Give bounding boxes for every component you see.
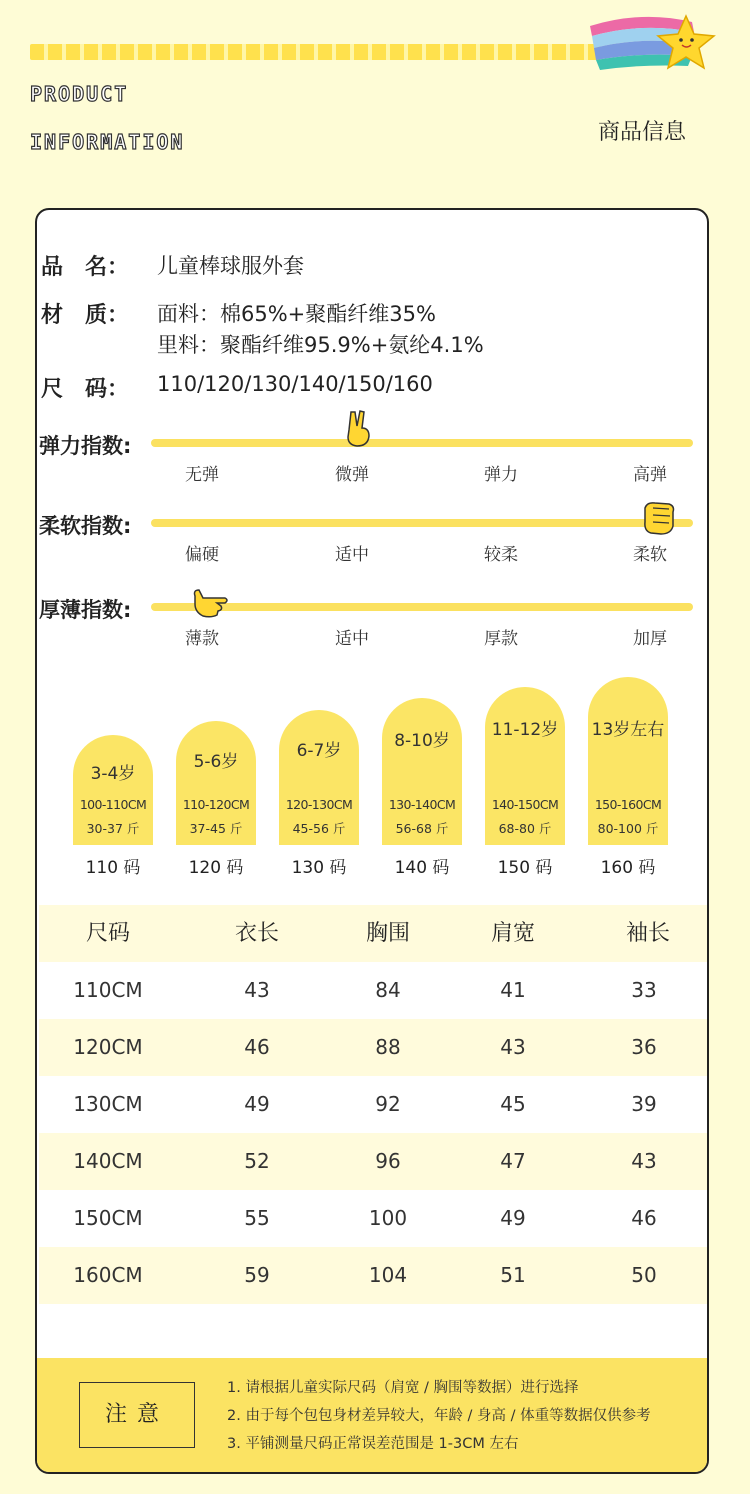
victory-hand-icon [339, 408, 379, 448]
age-label: 5-6岁 [193, 752, 239, 772]
table-cell: 110CM [73, 978, 143, 1002]
shooting-star-icon [582, 8, 742, 78]
table-row [39, 962, 707, 1019]
softness-label: 适中 [335, 545, 369, 565]
elasticity-label: 无弹 [185, 465, 219, 485]
height-range: 120-130CM [285, 797, 353, 812]
age-card-110 [73, 735, 153, 845]
table-cell: 120CM [73, 1035, 143, 1059]
table-cell: 52 [244, 1149, 270, 1173]
table-row [39, 1190, 707, 1247]
header-en-line2: INFORMATION [30, 130, 185, 154]
header-chinese-title: 商品信息 [598, 120, 687, 145]
info-key-name: 品 名： [41, 255, 130, 280]
softness-label: 偏硬 [185, 545, 219, 565]
notice-list [227, 1374, 651, 1458]
decorative-stripe-bar [30, 44, 600, 60]
table-cell: 92 [375, 1092, 401, 1116]
age-label: 13岁左右 [591, 720, 665, 740]
weight-range: 56-68 斤 [395, 821, 449, 836]
age-card-160 [588, 677, 668, 845]
material-lining: 里料：聚酯纤维95.9%+氨纶4.1% [157, 333, 484, 357]
table-cell: 47 [500, 1149, 526, 1173]
table-cell: 43 [631, 1149, 657, 1173]
softness-index [39, 510, 704, 570]
height-range: 110-120CM [182, 797, 250, 812]
thickness-label: 适中 [335, 629, 369, 649]
size-table [39, 905, 707, 1304]
table-cell: 50 [631, 1263, 657, 1287]
height-range: 140-150CM [491, 797, 559, 812]
notice-title: 注意 [79, 1382, 195, 1448]
elasticity-label: 弹力 [484, 465, 518, 485]
elasticity-title: 弹力指数: [39, 434, 132, 458]
table-header-cell: 肩宽 [490, 921, 535, 946]
age-label: 3-4岁 [90, 764, 136, 784]
table-cell: 88 [375, 1035, 401, 1059]
size-code: 120 码 [188, 858, 244, 878]
notice-section [37, 1358, 707, 1472]
info-value-material [157, 298, 484, 360]
table-cell: 150CM [73, 1206, 143, 1230]
table-header-cell: 胸围 [365, 921, 410, 946]
info-row-size [41, 372, 433, 403]
table-cell: 84 [375, 978, 401, 1002]
table-cell: 96 [375, 1149, 401, 1173]
table-row [39, 1133, 707, 1190]
age-label: 6-7岁 [296, 741, 342, 761]
size-code: 110 码 [85, 858, 141, 878]
table-cell: 39 [631, 1092, 657, 1116]
info-key-material: 材 质： [41, 303, 130, 328]
size-code: 140 码 [394, 858, 450, 878]
softness-title: 柔软指数: [39, 514, 132, 538]
table-cell: 33 [631, 978, 657, 1002]
thickness-label: 加厚 [633, 629, 667, 649]
thickness-index [39, 594, 704, 654]
table-cell: 43 [500, 1035, 526, 1059]
elasticity-label: 高弹 [633, 465, 667, 485]
table-cell: 55 [244, 1206, 270, 1230]
weight-range: 37-45 斤 [189, 821, 243, 836]
thickness-scale [151, 603, 693, 611]
age-label: 8-10岁 [394, 731, 450, 751]
age-label: 11-12岁 [491, 720, 559, 740]
notice-item: 1. 请根据儿童实际尺码（肩宽 / 胸围等数据）进行选择 [227, 1380, 579, 1396]
weight-range: 30-37 斤 [86, 821, 140, 836]
notice-item: 3. 平铺测量尺码正常误差范围是 1-3CM 左右 [227, 1436, 519, 1452]
table-cell: 100 [368, 1206, 408, 1230]
product-info-card [35, 208, 709, 1474]
header-english-title [30, 80, 184, 176]
elasticity-index [39, 430, 704, 490]
table-cell: 46 [631, 1206, 657, 1230]
age-card-150 [485, 687, 565, 845]
table-cell: 130CM [73, 1092, 143, 1116]
size-code: 160 码 [600, 858, 656, 878]
table-cell: 104 [368, 1263, 408, 1287]
material-fabric: 面料：棉65%+聚酯纤维35% [157, 302, 436, 326]
info-key-size: 尺 码： [41, 377, 130, 402]
table-cell: 140CM [73, 1149, 143, 1173]
notice-item: 2. 由于每个包包身材差异较大，年龄 / 身高 / 体重等数据仅供参考 [227, 1408, 651, 1424]
weight-range: 68-80 斤 [498, 821, 552, 836]
header-en-line1: PRODUCT [30, 82, 129, 106]
softness-label: 较柔 [484, 545, 518, 565]
table-cell: 46 [244, 1035, 270, 1059]
table-cell: 36 [631, 1035, 657, 1059]
table-row [39, 1019, 707, 1076]
info-row-material [41, 298, 484, 357]
elasticity-scale [151, 439, 693, 447]
size-code: 150 码 [497, 858, 553, 878]
table-cell: 49 [244, 1092, 270, 1116]
thickness-title: 厚薄指数: [39, 598, 132, 622]
info-value-name: 儿童棒球服外套 [157, 254, 304, 278]
table-header-cell: 衣长 [234, 921, 279, 946]
size-code: 130 码 [291, 858, 347, 878]
thickness-label: 厚款 [484, 629, 518, 649]
info-value-size: 110/120/130/140/150/160 [157, 372, 433, 396]
age-card-140 [382, 698, 462, 845]
age-card-130 [279, 710, 359, 845]
table-cell: 51 [500, 1263, 526, 1287]
weight-range: 80-100 斤 [597, 821, 659, 836]
softness-scale [151, 519, 693, 527]
age-card-120 [176, 721, 256, 845]
table-header-cell: 袖长 [625, 921, 670, 946]
softness-label: 柔软 [633, 545, 667, 565]
table-header-row [39, 905, 707, 962]
table-row [39, 1247, 707, 1304]
table-cell: 45 [500, 1092, 526, 1116]
table-cell: 59 [244, 1263, 270, 1287]
weight-range: 45-56 斤 [292, 821, 346, 836]
table-row [39, 1076, 707, 1133]
elasticity-label: 微弹 [335, 465, 369, 485]
height-range: 150-160CM [594, 797, 662, 812]
height-range: 130-140CM [388, 797, 456, 812]
pointing-hand-icon [191, 582, 231, 622]
table-cell: 41 [500, 978, 526, 1002]
fist-hand-icon [639, 498, 679, 538]
height-range: 100-110CM [79, 797, 147, 812]
table-cell: 160CM [73, 1263, 143, 1287]
thickness-label: 薄款 [185, 629, 219, 649]
table-cell: 43 [244, 978, 270, 1002]
table-cell: 49 [500, 1206, 526, 1230]
table-header-cell: 尺码 [85, 921, 130, 946]
info-row-name [41, 250, 304, 281]
